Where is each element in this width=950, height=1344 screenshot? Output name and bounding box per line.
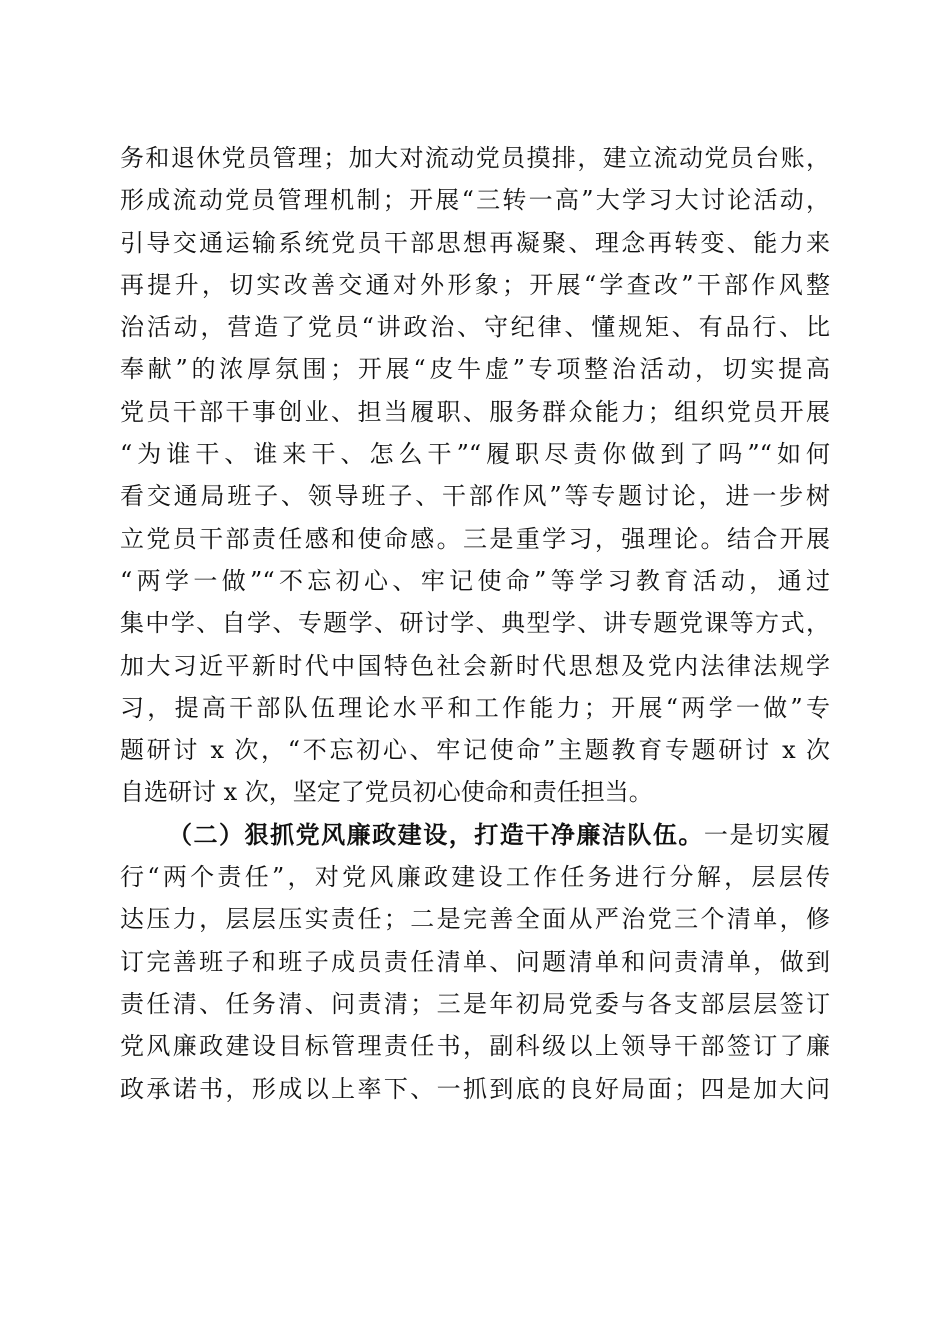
text-line: 形成流动党员管理机制；开展“三转一高”大学习大讨论活动， (120, 186, 830, 215)
text-line: 行“两个责任”，对党风廉政建设工作任务进行分解，层层传 (120, 863, 830, 892)
text-line: 自选研讨 x 次，坚定了党员初心使命和责任担当。 (120, 778, 653, 807)
text-line: “为谁干、谁来干、怎么干”“履职尽责你做到了吗”“如何 (120, 440, 830, 469)
text-line: 治活动，营造了党员“讲政治、守纪律、懂规矩、有品行、比 (120, 313, 830, 342)
text-line: 党员干部干事创业、担当履职、服务群众能力；组织党员开展 (120, 397, 830, 426)
text-line: 集中学、自学、专题学、研讨学、典型学、讲专题党课等方式， (120, 609, 830, 638)
text-line: 务和退休党员管理；加大对流动党员摸排，建立流动党员台账， (120, 144, 830, 172)
text-line: 责任清、任务清、问责清；三是年初局党委与各支部层层签订 (120, 989, 830, 1018)
document-page (120, 137, 830, 1110)
section-heading: （二）狠抓党风廉政建设，打造干净廉洁队伍。 (168, 819, 704, 849)
text-line: 订完善班子和班子成员责任清单、问题清单和问责清单，做到 (120, 947, 830, 976)
paragraph-party-management (120, 137, 830, 814)
text-line: 党风廉政建设目标管理责任书，副科级以上领导干部签订了廉 (120, 1032, 830, 1061)
text-line: 习，提高干部队伍理论水平和工作能力；开展“两学一做”专 (120, 693, 830, 722)
text-line: “两学一做”“不忘初心、牢记使命”等学习教育活动，通过 (120, 566, 830, 595)
text-line: 达压力，层层压实责任；二是完善全面从严治党三个清单，修 (120, 905, 830, 934)
text-line: 看交通局班子、领导班子、干部作风”等专题讨论，进一步树 (120, 482, 830, 511)
section-first-line (120, 814, 830, 856)
paragraph-clean-government (120, 814, 830, 1110)
text-line: 奉献”的浓厚氛围；开展“皮牛虚”专项整治活动，切实提高 (120, 355, 830, 384)
text-line: 政承诺书，形成以上率下、一抓到底的良好局面；四是加大问 (120, 1074, 830, 1103)
text-line: 题研讨 x 次，“不忘初心、牢记使命”主题教育专题研讨 x 次 (120, 736, 830, 765)
text-line: 加大习近平新时代中国特色社会新时代思想及党内法律法规学 (120, 651, 830, 680)
text-line: 再提升，切实改善交通对外形象；开展“学查改”干部作风整 (120, 270, 830, 299)
text-line: 引导交通运输系统党员干部思想再凝聚、理念再转变、能力来 (120, 228, 830, 257)
section-first-line-text: 一是切实履 (703, 820, 831, 849)
text-line: 立党员干部责任感和使命感。三是重学习，强理论。结合开展 (120, 524, 830, 553)
